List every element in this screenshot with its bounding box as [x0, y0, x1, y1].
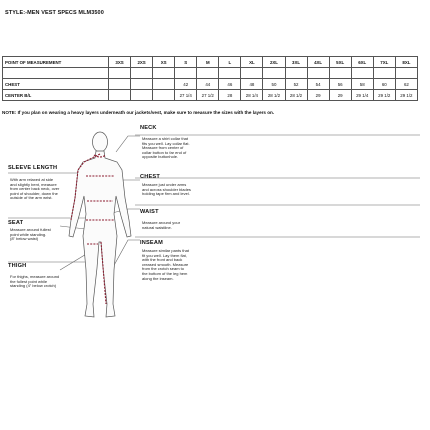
- value-cell: [109, 79, 131, 90]
- empty-cell: [175, 68, 197, 79]
- value-cell: 48: [241, 79, 263, 90]
- value-cell: [153, 79, 175, 90]
- thigh-title: THIGH: [8, 263, 27, 269]
- size-header-cell: 2XL: [263, 57, 285, 68]
- seat-title: SEAT: [8, 220, 24, 226]
- row-label-cell: CHEST: [3, 79, 109, 90]
- size-chart-table: [2, 56, 418, 101]
- seat-desc: Measure around fullest point while standing. (8" below waist): [10, 227, 51, 242]
- value-cell: 46: [219, 79, 241, 90]
- header-cell: POINT OF MEASUREMENT: [3, 57, 109, 68]
- row-label-cell: CENTER B/L: [3, 90, 109, 101]
- body-figure: [0, 118, 430, 328]
- size-header-cell: 3XS: [109, 57, 131, 68]
- value-cell: [109, 90, 131, 101]
- value-cell: 50: [263, 79, 285, 90]
- empty-cell: [307, 68, 329, 79]
- size-header-cell: S: [175, 57, 197, 68]
- empty-cell: [351, 68, 373, 79]
- size-header-cell: 3XL: [285, 57, 307, 68]
- waist-title: WAIST: [140, 209, 159, 215]
- size-header-cell: M: [197, 57, 219, 68]
- table-spacer-row: [3, 68, 418, 79]
- empty-cell: [395, 68, 417, 79]
- neck-pointer: [116, 136, 140, 152]
- empty-cell: [3, 68, 109, 79]
- value-cell: 56: [329, 79, 351, 90]
- value-cell: 28 1/2: [285, 90, 307, 101]
- size-header-cell: L: [219, 57, 241, 68]
- empty-cell: [263, 68, 285, 79]
- size-header-cell: 7XL: [373, 57, 395, 68]
- waist-desc: Measure around your natural waistline.: [142, 220, 181, 230]
- empty-cell: [329, 68, 351, 79]
- chest-desc: Measure just under arms and across shoulder blades holding tape firm and level.: [142, 182, 191, 197]
- empty-cell: [109, 68, 131, 79]
- value-cell: 28 1/2: [263, 90, 285, 101]
- value-cell: 28: [219, 90, 241, 101]
- inseam-title: INSEAM: [140, 240, 163, 246]
- empty-cell: [241, 68, 263, 79]
- table-row: [3, 79, 418, 90]
- value-cell: 60: [373, 79, 395, 90]
- value-cell: 29 1/2: [395, 90, 417, 101]
- table-row: [3, 90, 418, 101]
- empty-cell: [153, 68, 175, 79]
- size-header-cell: XL: [241, 57, 263, 68]
- sleeve-desc: With arm relaxed at side and slightly bent, measure from center back neck, over point of shoulder, down the outside of the arm wrist.: [10, 177, 60, 201]
- value-cell: 58: [351, 79, 373, 90]
- empty-cell: [373, 68, 395, 79]
- value-cell: 42: [175, 79, 197, 90]
- layers-note: NOTE: If you plan on wearing a heavy layers underneath our jackets/vest, make sure to measure the sizes with the layers on.: [2, 110, 275, 115]
- value-cell: 27 1/2: [197, 90, 219, 101]
- value-cell: [131, 90, 153, 101]
- empty-cell: [131, 68, 153, 79]
- sleeve-title: SLEEVE LENGTH: [8, 165, 58, 171]
- size-header-cell: 8XL: [395, 57, 417, 68]
- page-title: STYLE:-MEN VEST SPECS MLM3500: [5, 10, 104, 16]
- value-cell: 29: [307, 90, 329, 101]
- value-cell: 28 1/4: [241, 90, 263, 101]
- empty-cell: [219, 68, 241, 79]
- value-cell: 29 1/2: [373, 90, 395, 101]
- size-header-cell: 5XL: [329, 57, 351, 68]
- value-cell: 29 1/4: [351, 90, 373, 101]
- size-header-cell: XS: [153, 57, 175, 68]
- value-cell: 29: [329, 90, 351, 101]
- value-cell: [153, 90, 175, 101]
- thigh-pointer: [60, 253, 88, 270]
- size-header-cell: 2XS: [131, 57, 153, 68]
- neck-desc: Measure a shirt collar that fits you well. Lay collar flat. Measure from center of collar button to far end of opposite buttonhole.: [142, 136, 190, 160]
- measurement-guide: [0, 118, 430, 328]
- value-cell: [131, 79, 153, 90]
- size-header-cell: 4XL: [307, 57, 329, 68]
- empty-cell: [285, 68, 307, 79]
- thigh-desc: For thighs, measure around the fullest point while standing (4" below crotch): [10, 274, 60, 289]
- size-header-cell: 6XL: [351, 57, 373, 68]
- table-header-row: [3, 57, 418, 68]
- value-cell: 52: [285, 79, 307, 90]
- empty-cell: [197, 68, 219, 79]
- value-cell: 62: [395, 79, 417, 90]
- value-cell: 54: [307, 79, 329, 90]
- value-cell: 27 1/4: [175, 90, 197, 101]
- head: [93, 132, 108, 152]
- chest-title: CHEST: [140, 174, 160, 180]
- neck-title: NECK: [140, 125, 157, 131]
- inseam-desc: Measure similar pants that fit you well. Lay them flat, with the front and back creased smooth. Measure from the crotch seam to the bottom of the leg hem along the inseam.: [142, 248, 189, 281]
- value-cell: 44: [197, 79, 219, 90]
